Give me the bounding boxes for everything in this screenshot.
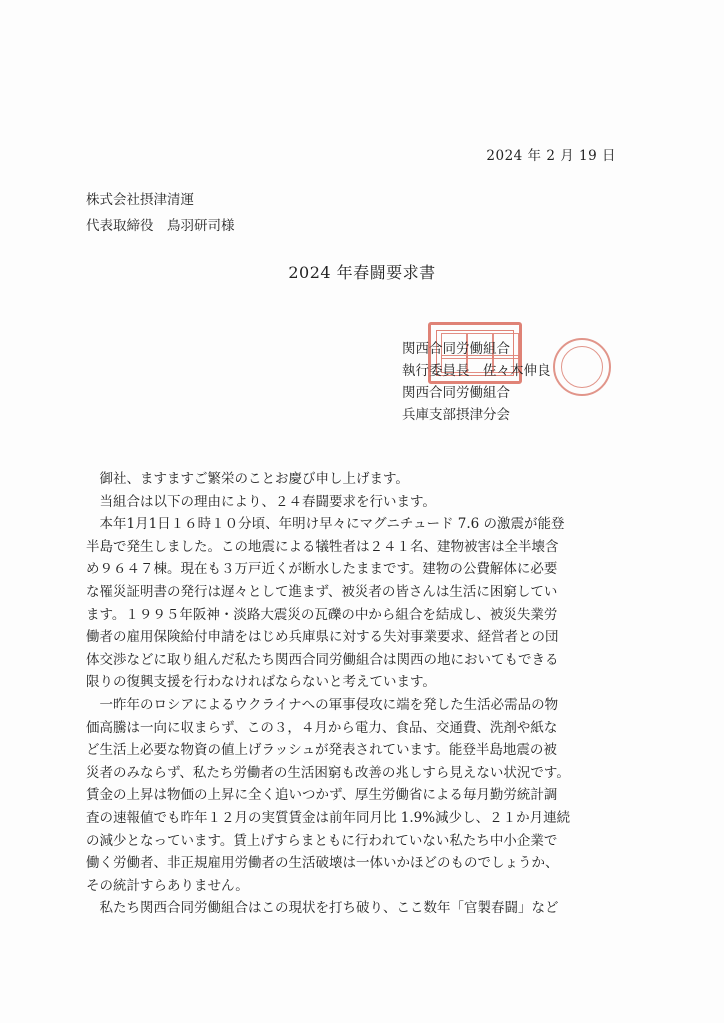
body-line: その統計すらありません。 [86, 877, 249, 894]
body-line: ます。１９９５年阪神・淡路大震災の瓦礫の中から組合を結成し、被災失業労 [86, 606, 558, 623]
recipient-block [86, 187, 235, 239]
sender-union-2: 関西合同労働組合 [402, 385, 510, 401]
document-date: 2024 年 2 月 19 日 [486, 148, 616, 164]
body-line: の減少となっています。賃上げすらまともに行われていない私たち中小企業で [86, 832, 558, 849]
sender-branch: 兵庫支部摂津分会 [402, 407, 510, 423]
body-line: 賃金の上昇は物価の上昇に全く追いつかず、厚生労働省による毎月勤労統計調 [86, 787, 558, 804]
body-line: 当組合は以下の理由により、２４春闘要求を行います。 [86, 493, 436, 510]
sender-chair: 執行委員長 佐々木伸良 [402, 363, 551, 379]
body-text [86, 468, 626, 920]
sender-union: 関西合同労働組合 [402, 341, 510, 357]
body-line: め９６４７棟。現在も３万戸近くが断水したままです。建物の公費解体に必要 [86, 561, 558, 578]
recipient-company: 株式会社摂津清運 [86, 192, 194, 208]
body-line: 体交渉などに取り組んだ私たち関西合同労働組合は関西の地においてもできる [86, 651, 559, 668]
body-line: 半島で発生しました。この地震による犠牲者は２４１名、建物被害は全半壊含 [86, 538, 559, 555]
body-line: 査の速報値でも昨年１２月の実質賃金は前年同月比 1.9%減少し、２１か月連続 [86, 809, 571, 826]
body-line: 価高騰は一向に収まらず、この３，４月から電力、食品、交通費、洗剤や紙な [86, 719, 558, 736]
body-line: 一昨年のロシアによるウクライナへの軍事侵攻に端を発した生活必需品の物 [86, 696, 559, 713]
chair-seal-icon [553, 338, 611, 396]
body-line: 働者の雇用保険給付申請をはじめ兵庫県に対する失対事業要求、経営者との団 [86, 629, 559, 646]
document-title: 2024 年春闘要求書 [288, 263, 436, 282]
sender-block [402, 338, 551, 426]
body-line: な罹災証明書の発行は遅々として進まず、被災者の皆さんは生活に困窮してい [86, 583, 558, 600]
body-line: 本年1月1日１６時１０分頃、年明け早々にマグニチュード 7.6 の激震が能登 [86, 516, 565, 533]
body-line: 災者のみならず、私たち労働者の生活困窮も改善の兆しすら見えない状況です。 [86, 764, 570, 781]
body-line: 働く労働者、非正規雇用労働者の生活破壊は一体いかほどのものでしょうか、 [86, 855, 559, 872]
body-line: 私たち関西合同労働組合はこの現状を打ち破り、ここ数年「官製春闘」など [86, 900, 559, 917]
body-line: 御社、ますますご繁栄のことお慶び申し上げます。 [86, 471, 409, 487]
body-line: ど生活上必要な物資の値上げラッシュが発表されています。能登半島地震の被 [86, 742, 557, 759]
recipient-person: 代表取締役 鳥羽研司様 [86, 218, 235, 234]
body-line: 限りの復興支援を行わなければならないと考えています。 [86, 674, 436, 691]
